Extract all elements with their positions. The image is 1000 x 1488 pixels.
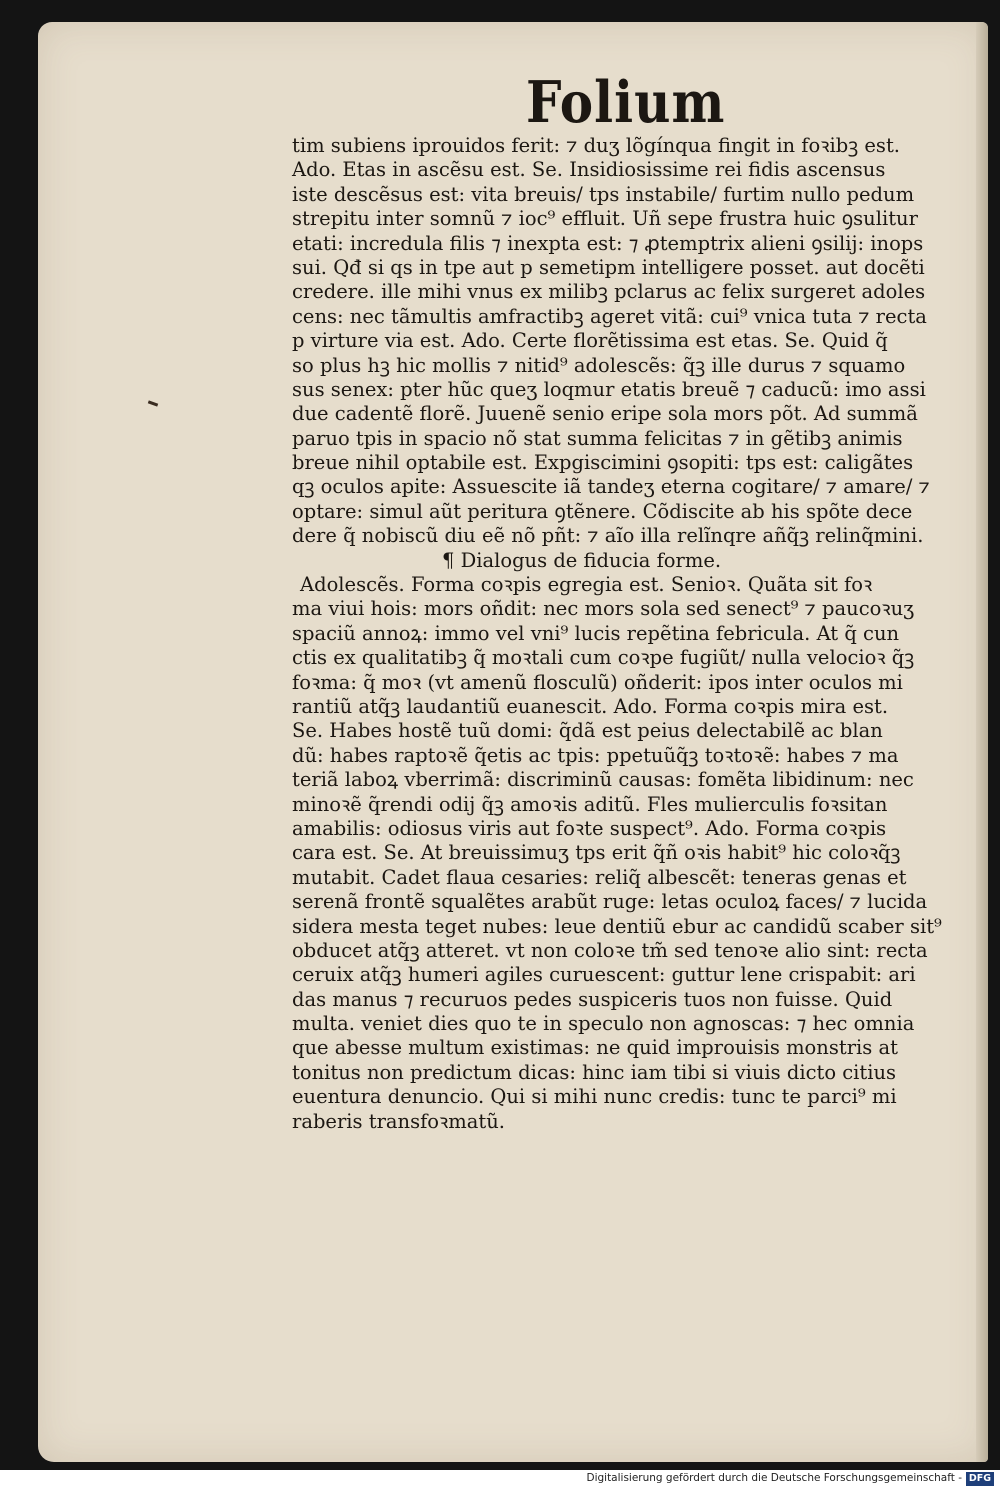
text-line: sidera mesta teget nubes: leue dentiũ ebur ac candidũ scaber sit⁹ (292, 914, 942, 938)
margin-mark (148, 400, 158, 406)
text-line: etati: incredula filis ⁊ inexpta est: ⁊ ꝓtemptrix alieni ꝯsilij: inops (292, 231, 924, 255)
text-line: ceruix atq̃ꝫ humeri agiles curuescent: guttur lene crispabit: ari (292, 963, 916, 987)
text-line: rantiũ atq̃ꝫ laudantiũ euanescit. Ado. Forma coꝛpis mira est. (292, 694, 889, 718)
text-line: multa. veniet dies quo te in speculo non agnoscas: ⁊ hec omnia (292, 1012, 915, 1036)
text-line: tonitus non predictum dicas: hinc iam tibi si viuis dicto citius (292, 1060, 897, 1084)
dfg-logo: DFG (966, 1472, 994, 1486)
text-line: Ado. Etas in ascẽsu est. Se. Insidiosissime rei fidis ascensus (292, 158, 886, 182)
text-line: minoꝛẽ q̃rendi odij q̃ꝫ amoꝛis aditũ. Fles mulierculis foꝛsitan (292, 792, 888, 816)
text-line: credere. ille mihi vnus ex milibꝫ pclarus ac felix surgeret adoles (292, 280, 926, 304)
text-line: breue nihil optabile est. Expgiscimini ꝯsopiti: tps est: caligãtes (292, 451, 914, 475)
running-head: Folium (526, 68, 726, 136)
text-line: euentura denuncio. Qui si mihi nunc credis: tunc te parci⁹ mi (292, 1085, 897, 1109)
text-line: strepitu inter somnũ ⁊ ioc⁹ effluit. Uñ sepe frustra huic ꝯsulitur (292, 207, 918, 231)
text-block (292, 134, 942, 1134)
text-line: sui. Qđ si qs in tpe aut p semetipm intelligere posset. aut docẽti (292, 255, 925, 279)
text-line: amabilis: odiosus viris aut foꝛte suspect⁹. Ado. Forma coꝛpis (292, 816, 887, 840)
text-line: serenã frontẽ squalẽtes arabũt ruge: letas oculoꝝ faces/ ⁊ lucida (292, 890, 928, 914)
text-line: mutabit. Cadet flaua cesaries: reliq̃ albescẽt: teneras genas et (292, 865, 907, 889)
text-line: iste descẽsus est: vita breuis/ tps instabile/ furtim nullo pedum (292, 182, 915, 206)
section-heading: ¶ Dialogus de fiducia forme. (442, 548, 722, 572)
text-line: Se. Habes hostẽ tuũ domi: q̃dã est peius delectabilẽ ac blan (292, 719, 883, 743)
text-line: dere q̃ nobiscũ diu eẽ nõ pñt: ⁊ aĩo illa relĩnqre añq̃ꝫ relinq̃mini. (292, 524, 924, 548)
text-line: das manus ⁊ recuruos pedes suspiceris tuos non fuisse. Quid (292, 987, 893, 1011)
text-line: ma viui hois: mors oñdit: nec mors sola sed senect⁹ ⁊ paucoꝛuʒ (292, 597, 915, 621)
text-line: qꝫ oculos apite: Assuescite iã tandeʒ eterna cogitare/ ⁊ amare/ ⁊ (292, 475, 930, 499)
text-line: teriã laboꝝ vberrimã: discriminũ causas: fomẽta libidinum: nec (292, 768, 914, 792)
text-line: p virture via est. Ado. Certe florẽtissima est etas. Se. Quid q̃ (292, 329, 888, 353)
footer-credit: Digitalisierung gefördert durch die Deutsche Forschungsgemeinschaft - (586, 1472, 962, 1484)
text-line: obducet atq̃ꝫ atteret. vt non coloꝛe tm̃ sed tenoꝛe alio sint: recta (292, 938, 928, 962)
text-line: cara est. Se. At breuissimuʒ tps erit q̃ñ oꝛis habit⁹ hic coloꝛq̃ꝫ (292, 841, 901, 865)
footer-bar (0, 1470, 1000, 1488)
text-line: raberis transfoꝛmatũ. (292, 1109, 505, 1133)
text-line: so plus hꝫ hic mollis ⁊ nitid⁹ adolescẽs: q̃ꝫ ille durus ⁊ squamo (292, 353, 906, 377)
text-line: sus senex: pter hũc queʒ loqmur etatis breuẽ ⁊ caducũ: imo assi (292, 377, 926, 401)
text-line: que abesse multum existimas: ne quid improuisis monstris at (292, 1036, 898, 1060)
text-line: spaciũ annoꝝ: immo vel vni⁹ lucis repẽtina febricula. At q̃ cun (292, 621, 900, 645)
text-line: ctis ex qualitatibꝫ q̃ moꝛtali cum coꝛpe fugiũt/ nulla velocioꝛ q̃ꝫ (292, 646, 915, 670)
text-line: cens: nec tãmultis amfractibꝫ ageret vitã: cui⁹ vnica tuta ⁊ recta (292, 304, 927, 328)
text-line: due cadentẽ florẽ. Juuenẽ senio eripe sola mors põt. Ad summã (292, 402, 918, 426)
text-line: dũ: habes raptoꝛẽ q̃etis ac tpis: ppetuũq̃ꝫ toꝛtoꝛẽ: habes ⁊ ma (292, 743, 899, 767)
text-line: Adolescẽs. Forma coꝛpis egregia est. Senioꝛ. Quãta sit foꝛ (300, 573, 873, 597)
text-line: optare: simul aũt peritura ꝯtẽnere. Cõdiscite ab his spõte dece (292, 499, 913, 523)
text-line: foꝛma: q̃ moꝛ (vt amenũ flosculũ) oñderit: ipos inter oculos mi (292, 670, 903, 694)
text-line: paruo tpis in spacio nõ stat summa felicitas ⁊ in gẽtibꝫ animis (292, 426, 903, 450)
page-edge (976, 22, 988, 1462)
text-line: tim subiens iprouidos ferit: ⁊ duʒ lõgínqua fingit in foꝛibꝫ est. (292, 134, 900, 157)
